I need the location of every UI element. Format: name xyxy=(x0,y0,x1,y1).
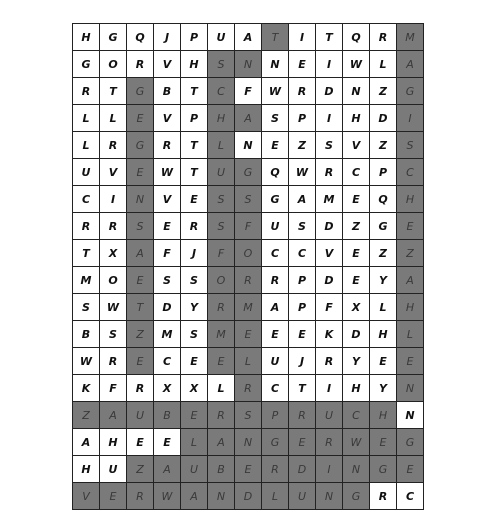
grid-cell-r12-c3[interactable]: C xyxy=(154,348,181,375)
grid-cell-r2-c7[interactable]: W xyxy=(262,78,289,105)
grid-cell-r17-c1[interactable]: E xyxy=(100,483,127,510)
grid-cell-r10-c6[interactable]: M xyxy=(235,294,262,321)
grid-cell-r17-c5[interactable]: N xyxy=(208,483,235,510)
grid-cell-r5-c12[interactable]: C xyxy=(397,159,424,186)
grid-cell-r14-c9[interactable]: U xyxy=(316,402,343,429)
grid-cell-r10-c2[interactable]: T xyxy=(127,294,154,321)
grid-cell-r5-c7[interactable]: Q xyxy=(262,159,289,186)
grid-cell-r16-c10[interactable]: N xyxy=(343,456,370,483)
grid-cell-r2-c3[interactable]: B xyxy=(154,78,181,105)
grid-cell-r11-c6[interactable]: E xyxy=(235,321,262,348)
grid-cell-r12-c0[interactable]: W xyxy=(73,348,100,375)
grid-cell-r17-c4[interactable]: A xyxy=(181,483,208,510)
grid-cell-r9-c0[interactable]: M xyxy=(73,267,100,294)
grid-cell-r3-c10[interactable]: H xyxy=(343,105,370,132)
grid-cell-r8-c10[interactable]: E xyxy=(343,240,370,267)
grid-cell-r0-c2[interactable]: Q xyxy=(127,24,154,51)
grid-cell-r13-c7[interactable]: C xyxy=(262,375,289,402)
grid-cell-r7-c12[interactable]: E xyxy=(397,213,424,240)
grid-cell-r17-c0[interactable]: V xyxy=(73,483,100,510)
grid-cell-r2-c10[interactable]: N xyxy=(343,78,370,105)
grid-cell-r1-c7[interactable]: N xyxy=(262,51,289,78)
grid-cell-r14-c4[interactable]: E xyxy=(181,402,208,429)
grid-cell-r7-c4[interactable]: R xyxy=(181,213,208,240)
grid-cell-r16-c1[interactable]: U xyxy=(100,456,127,483)
grid-cell-r9-c6[interactable]: R xyxy=(235,267,262,294)
grid-cell-r5-c6[interactable]: G xyxy=(235,159,262,186)
grid-cell-r12-c4[interactable]: E xyxy=(181,348,208,375)
grid-cell-r2-c1[interactable]: T xyxy=(100,78,127,105)
grid-cell-r2-c9[interactable]: D xyxy=(316,78,343,105)
grid-cell-r3-c5[interactable]: H xyxy=(208,105,235,132)
grid-cell-r13-c0[interactable]: K xyxy=(73,375,100,402)
grid-cell-r15-c6[interactable]: N xyxy=(235,429,262,456)
grid-cell-r1-c10[interactable]: W xyxy=(343,51,370,78)
grid-cell-r17-c3[interactable]: W xyxy=(154,483,181,510)
grid-cell-r13-c8[interactable]: T xyxy=(289,375,316,402)
grid-cell-r8-c8[interactable]: C xyxy=(289,240,316,267)
grid-cell-r13-c12[interactable]: N xyxy=(397,375,424,402)
grid-cell-r16-c0[interactable]: H xyxy=(73,456,100,483)
grid-cell-r5-c9[interactable]: R xyxy=(316,159,343,186)
grid-cell-r13-c10[interactable]: H xyxy=(343,375,370,402)
grid-cell-r11-c1[interactable]: S xyxy=(100,321,127,348)
grid-cell-r6-c7[interactable]: G xyxy=(262,186,289,213)
grid-cell-r11-c10[interactable]: D xyxy=(343,321,370,348)
grid-cell-r2-c8[interactable]: R xyxy=(289,78,316,105)
grid-cell-r16-c7[interactable]: R xyxy=(262,456,289,483)
grid-cell-r13-c3[interactable]: X xyxy=(154,375,181,402)
grid-cell-r9-c12[interactable]: A xyxy=(397,267,424,294)
grid-cell-r0-c10[interactable]: Q xyxy=(343,24,370,51)
grid-cell-r6-c12[interactable]: H xyxy=(397,186,424,213)
grid-cell-r15-c10[interactable]: W xyxy=(343,429,370,456)
grid-cell-r9-c10[interactable]: E xyxy=(343,267,370,294)
grid-cell-r14-c6[interactable]: S xyxy=(235,402,262,429)
grid-cell-r14-c8[interactable]: R xyxy=(289,402,316,429)
grid-cell-r6-c5[interactable]: S xyxy=(208,186,235,213)
grid-cell-r0-c3[interactable]: J xyxy=(154,24,181,51)
grid-cell-r11-c2[interactable]: Z xyxy=(127,321,154,348)
grid-cell-r7-c6[interactable]: F xyxy=(235,213,262,240)
grid-cell-r0-c1[interactable]: G xyxy=(100,24,127,51)
grid-cell-r0-c9[interactable]: T xyxy=(316,24,343,51)
grid-cell-r8-c3[interactable]: F xyxy=(154,240,181,267)
grid-cell-r3-c0[interactable]: L xyxy=(73,105,100,132)
grid-cell-r13-c4[interactable]: X xyxy=(181,375,208,402)
grid-cell-r6-c2[interactable]: N xyxy=(127,186,154,213)
grid-cell-r5-c4[interactable]: T xyxy=(181,159,208,186)
grid-cell-r6-c0[interactable]: C xyxy=(73,186,100,213)
grid-cell-r12-c6[interactable]: L xyxy=(235,348,262,375)
grid-cell-r9-c7[interactable]: R xyxy=(262,267,289,294)
grid-cell-r17-c11[interactable]: R xyxy=(370,483,397,510)
grid-cell-r2-c5[interactable]: C xyxy=(208,78,235,105)
grid-cell-r4-c12[interactable]: S xyxy=(397,132,424,159)
grid-cell-r3-c12[interactable]: I xyxy=(397,105,424,132)
grid-cell-r4-c5[interactable]: L xyxy=(208,132,235,159)
grid-cell-r4-c4[interactable]: T xyxy=(181,132,208,159)
grid-cell-r3-c9[interactable]: I xyxy=(316,105,343,132)
grid-cell-r9-c11[interactable]: Y xyxy=(370,267,397,294)
grid-cell-r8-c12[interactable]: Z xyxy=(397,240,424,267)
grid-cell-r16-c2[interactable]: Z xyxy=(127,456,154,483)
grid-cell-r9-c1[interactable]: O xyxy=(100,267,127,294)
grid-cell-r6-c10[interactable]: E xyxy=(343,186,370,213)
grid-cell-r1-c11[interactable]: L xyxy=(370,51,397,78)
grid-cell-r7-c11[interactable]: G xyxy=(370,213,397,240)
grid-cell-r15-c11[interactable]: E xyxy=(370,429,397,456)
grid-cell-r16-c8[interactable]: D xyxy=(289,456,316,483)
grid-cell-r14-c10[interactable]: C xyxy=(343,402,370,429)
grid-cell-r4-c0[interactable]: L xyxy=(73,132,100,159)
grid-cell-r1-c3[interactable]: V xyxy=(154,51,181,78)
grid-cell-r5-c1[interactable]: V xyxy=(100,159,127,186)
grid-cell-r10-c10[interactable]: X xyxy=(343,294,370,321)
grid-cell-r4-c9[interactable]: S xyxy=(316,132,343,159)
grid-cell-r17-c12[interactable]: C xyxy=(397,483,424,510)
grid-cell-r2-c4[interactable]: T xyxy=(181,78,208,105)
grid-cell-r0-c7[interactable]: T xyxy=(262,24,289,51)
grid-cell-r8-c7[interactable]: C xyxy=(262,240,289,267)
grid-cell-r8-c6[interactable]: O xyxy=(235,240,262,267)
grid-cell-r5-c5[interactable]: U xyxy=(208,159,235,186)
grid-cell-r17-c9[interactable]: N xyxy=(316,483,343,510)
grid-cell-r11-c4[interactable]: S xyxy=(181,321,208,348)
grid-cell-r3-c11[interactable]: D xyxy=(370,105,397,132)
grid-cell-r5-c10[interactable]: C xyxy=(343,159,370,186)
grid-cell-r7-c3[interactable]: E xyxy=(154,213,181,240)
grid-cell-r7-c5[interactable]: S xyxy=(208,213,235,240)
grid-cell-r1-c2[interactable]: R xyxy=(127,51,154,78)
grid-cell-r12-c11[interactable]: E xyxy=(370,348,397,375)
grid-cell-r0-c4[interactable]: P xyxy=(181,24,208,51)
grid-cell-r11-c12[interactable]: L xyxy=(397,321,424,348)
grid-cell-r11-c8[interactable]: E xyxy=(289,321,316,348)
grid-cell-r16-c6[interactable]: E xyxy=(235,456,262,483)
grid-cell-r11-c5[interactable]: M xyxy=(208,321,235,348)
grid-cell-r1-c1[interactable]: O xyxy=(100,51,127,78)
grid-cell-r12-c1[interactable]: R xyxy=(100,348,127,375)
grid-cell-r4-c10[interactable]: V xyxy=(343,132,370,159)
grid-cell-r15-c2[interactable]: E xyxy=(127,429,154,456)
grid-cell-r3-c7[interactable]: S xyxy=(262,105,289,132)
grid-cell-r0-c6[interactable]: A xyxy=(235,24,262,51)
grid-cell-r10-c8[interactable]: P xyxy=(289,294,316,321)
grid-cell-r14-c5[interactable]: R xyxy=(208,402,235,429)
grid-cell-r0-c8[interactable]: I xyxy=(289,24,316,51)
grid-cell-r8-c0[interactable]: T xyxy=(73,240,100,267)
grid-cell-r7-c10[interactable]: Z xyxy=(343,213,370,240)
grid-cell-r15-c12[interactable]: G xyxy=(397,429,424,456)
grid-cell-r10-c12[interactable]: H xyxy=(397,294,424,321)
grid-cell-r14-c11[interactable]: H xyxy=(370,402,397,429)
grid-cell-r11-c7[interactable]: E xyxy=(262,321,289,348)
grid-cell-r3-c6[interactable]: A xyxy=(235,105,262,132)
grid-cell-r17-c10[interactable]: G xyxy=(343,483,370,510)
grid-cell-r11-c11[interactable]: H xyxy=(370,321,397,348)
grid-cell-r1-c8[interactable]: E xyxy=(289,51,316,78)
grid-cell-r10-c4[interactable]: Y xyxy=(181,294,208,321)
grid-cell-r16-c9[interactable]: I xyxy=(316,456,343,483)
grid-cell-r2-c6[interactable]: F xyxy=(235,78,262,105)
grid-cell-r10-c1[interactable]: W xyxy=(100,294,127,321)
grid-cell-r13-c6[interactable]: R xyxy=(235,375,262,402)
grid-cell-r7-c8[interactable]: S xyxy=(289,213,316,240)
grid-cell-r12-c2[interactable]: E xyxy=(127,348,154,375)
grid-cell-r15-c3[interactable]: E xyxy=(154,429,181,456)
grid-cell-r12-c8[interactable]: J xyxy=(289,348,316,375)
grid-cell-r11-c3[interactable]: M xyxy=(154,321,181,348)
grid-cell-r8-c1[interactable]: X xyxy=(100,240,127,267)
grid-cell-r0-c11[interactable]: R xyxy=(370,24,397,51)
grid-cell-r5-c11[interactable]: P xyxy=(370,159,397,186)
grid-cell-r14-c1[interactable]: A xyxy=(100,402,127,429)
grid-cell-r15-c0[interactable]: A xyxy=(73,429,100,456)
grid-cell-r12-c7[interactable]: U xyxy=(262,348,289,375)
grid-cell-r4-c11[interactable]: Z xyxy=(370,132,397,159)
grid-cell-r13-c2[interactable]: R xyxy=(127,375,154,402)
grid-cell-r14-c7[interactable]: P xyxy=(262,402,289,429)
grid-cell-r10-c9[interactable]: F xyxy=(316,294,343,321)
grid-cell-r3-c8[interactable]: P xyxy=(289,105,316,132)
grid-cell-r2-c12[interactable]: G xyxy=(397,78,424,105)
grid-cell-r15-c4[interactable]: L xyxy=(181,429,208,456)
grid-cell-r6-c8[interactable]: A xyxy=(289,186,316,213)
grid-cell-r7-c1[interactable]: R xyxy=(100,213,127,240)
grid-cell-r6-c6[interactable]: S xyxy=(235,186,262,213)
grid-cell-r5-c3[interactable]: W xyxy=(154,159,181,186)
grid-cell-r15-c5[interactable]: A xyxy=(208,429,235,456)
grid-cell-r1-c9[interactable]: I xyxy=(316,51,343,78)
grid-cell-r10-c0[interactable]: S xyxy=(73,294,100,321)
grid-cell-r0-c5[interactable]: U xyxy=(208,24,235,51)
grid-cell-r15-c8[interactable]: E xyxy=(289,429,316,456)
grid-cell-r10-c7[interactable]: A xyxy=(262,294,289,321)
grid-cell-r2-c11[interactable]: Z xyxy=(370,78,397,105)
grid-cell-r4-c6[interactable]: N xyxy=(235,132,262,159)
grid-cell-r9-c2[interactable]: E xyxy=(127,267,154,294)
grid-cell-r4-c2[interactable]: G xyxy=(127,132,154,159)
grid-cell-r9-c3[interactable]: S xyxy=(154,267,181,294)
grid-cell-r16-c11[interactable]: G xyxy=(370,456,397,483)
grid-cell-r6-c3[interactable]: V xyxy=(154,186,181,213)
grid-cell-r14-c0[interactable]: Z xyxy=(73,402,100,429)
grid-cell-r7-c9[interactable]: D xyxy=(316,213,343,240)
grid-cell-r13-c1[interactable]: F xyxy=(100,375,127,402)
grid-cell-r15-c9[interactable]: R xyxy=(316,429,343,456)
grid-cell-r17-c8[interactable]: U xyxy=(289,483,316,510)
grid-cell-r10-c5[interactable]: R xyxy=(208,294,235,321)
grid-cell-r4-c8[interactable]: Z xyxy=(289,132,316,159)
grid-cell-r7-c7[interactable]: U xyxy=(262,213,289,240)
grid-cell-r7-c2[interactable]: S xyxy=(127,213,154,240)
grid-cell-r12-c5[interactable]: E xyxy=(208,348,235,375)
grid-cell-r1-c6[interactable]: N xyxy=(235,51,262,78)
grid-cell-r3-c3[interactable]: V xyxy=(154,105,181,132)
grid-cell-r11-c9[interactable]: K xyxy=(316,321,343,348)
grid-cell-r4-c7[interactable]: E xyxy=(262,132,289,159)
grid-cell-r6-c4[interactable]: E xyxy=(181,186,208,213)
grid-cell-r2-c0[interactable]: R xyxy=(73,78,100,105)
grid-cell-r13-c9[interactable]: I xyxy=(316,375,343,402)
grid-cell-r6-c9[interactable]: M xyxy=(316,186,343,213)
grid-cell-r6-c11[interactable]: Q xyxy=(370,186,397,213)
grid-cell-r16-c3[interactable]: A xyxy=(154,456,181,483)
grid-cell-r10-c11[interactable]: L xyxy=(370,294,397,321)
grid-cell-r12-c12[interactable]: E xyxy=(397,348,424,375)
grid-cell-r9-c8[interactable]: P xyxy=(289,267,316,294)
grid-cell-r6-c1[interactable]: I xyxy=(100,186,127,213)
grid-cell-r12-c9[interactable]: R xyxy=(316,348,343,375)
grid-cell-r0-c12[interactable]: M xyxy=(397,24,424,51)
grid-cell-r14-c2[interactable]: U xyxy=(127,402,154,429)
grid-cell-r16-c4[interactable]: U xyxy=(181,456,208,483)
grid-cell-r3-c4[interactable]: P xyxy=(181,105,208,132)
grid-cell-r3-c2[interactable]: E xyxy=(127,105,154,132)
grid-cell-r4-c1[interactable]: R xyxy=(100,132,127,159)
grid-cell-r12-c10[interactable]: Y xyxy=(343,348,370,375)
grid-cell-r0-c0[interactable]: H xyxy=(73,24,100,51)
grid-cell-r4-c3[interactable]: R xyxy=(154,132,181,159)
grid-cell-r8-c4[interactable]: J xyxy=(181,240,208,267)
grid-cell-r11-c0[interactable]: B xyxy=(73,321,100,348)
grid-cell-r16-c12[interactable]: E xyxy=(397,456,424,483)
grid-cell-r5-c0[interactable]: U xyxy=(73,159,100,186)
grid-cell-r16-c5[interactable]: B xyxy=(208,456,235,483)
grid-cell-r9-c4[interactable]: S xyxy=(181,267,208,294)
grid-cell-r1-c0[interactable]: G xyxy=(73,51,100,78)
grid-cell-r17-c6[interactable]: D xyxy=(235,483,262,510)
grid-cell-r10-c3[interactable]: D xyxy=(154,294,181,321)
grid-cell-r3-c1[interactable]: L xyxy=(100,105,127,132)
grid-cell-r14-c12[interactable]: N xyxy=(397,402,424,429)
grid-cell-r7-c0[interactable]: R xyxy=(73,213,100,240)
grid-cell-r8-c9[interactable]: V xyxy=(316,240,343,267)
grid-cell-r1-c12[interactable]: A xyxy=(397,51,424,78)
grid-cell-r17-c2[interactable]: R xyxy=(127,483,154,510)
grid-cell-r15-c7[interactable]: G xyxy=(262,429,289,456)
grid-cell-r2-c2[interactable]: G xyxy=(127,78,154,105)
grid-cell-r8-c11[interactable]: Z xyxy=(370,240,397,267)
grid-cell-r13-c11[interactable]: Y xyxy=(370,375,397,402)
grid-cell-r8-c5[interactable]: F xyxy=(208,240,235,267)
grid-cell-r17-c7[interactable]: L xyxy=(262,483,289,510)
grid-cell-r1-c4[interactable]: H xyxy=(181,51,208,78)
grid-cell-r8-c2[interactable]: A xyxy=(127,240,154,267)
grid-cell-r9-c5[interactable]: O xyxy=(208,267,235,294)
grid-cell-r5-c2[interactable]: E xyxy=(127,159,154,186)
word-search-grid xyxy=(72,23,424,510)
grid-cell-r13-c5[interactable]: L xyxy=(208,375,235,402)
grid-cell-r14-c3[interactable]: B xyxy=(154,402,181,429)
grid-cell-r5-c8[interactable]: W xyxy=(289,159,316,186)
grid-cell-r15-c1[interactable]: H xyxy=(100,429,127,456)
grid-cell-r1-c5[interactable]: S xyxy=(208,51,235,78)
grid-cell-r9-c9[interactable]: D xyxy=(316,267,343,294)
